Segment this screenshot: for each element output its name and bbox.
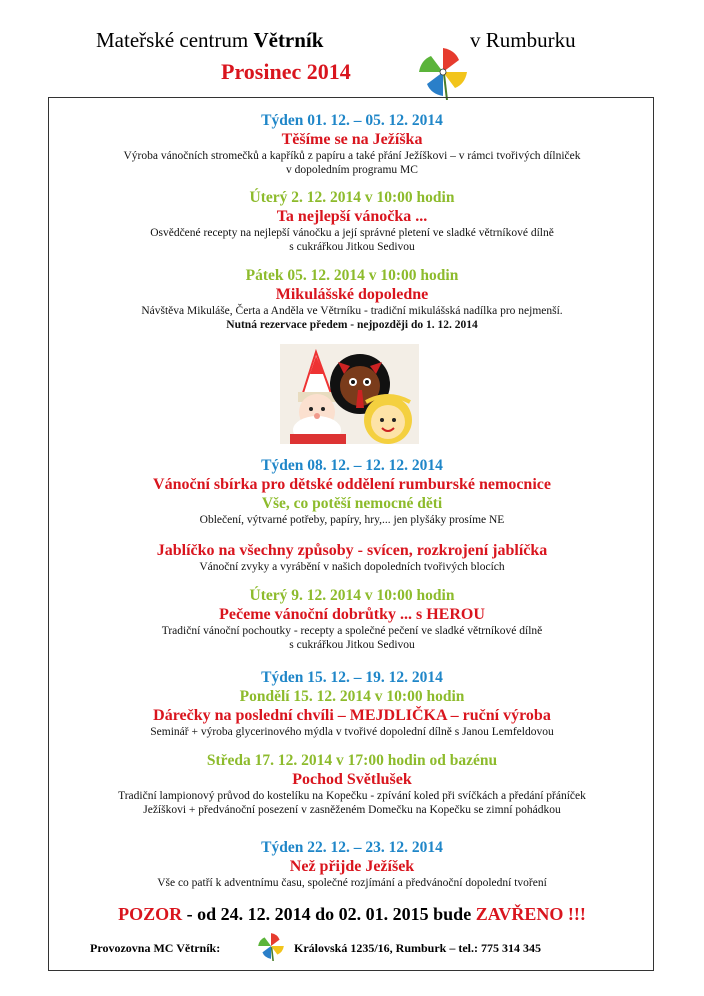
pinwheel-footer-icon (256, 931, 286, 961)
event-title: Pečeme vánoční dobrůtky ... s HEROU (219, 606, 485, 623)
event-block (0, 456, 704, 527)
week-heading: Týden 08. 12. – 12. 12. 2014 (261, 457, 443, 474)
event-title: Ta nejlepší vánočka ... (276, 208, 428, 225)
event-date: Úterý 2. 12. 2014 v 10:00 hodin (249, 189, 455, 206)
event-date: Středa 17. 12. 2014 v 17:00 hodin od bazénu (206, 752, 498, 769)
event-block (0, 586, 704, 652)
event-text: v dopoledním programu MC (286, 164, 418, 176)
event-subtitle: Vše, co potěší nemocné děti (261, 495, 443, 512)
title-name: Větrník (253, 28, 324, 52)
event-text: Vše co patří k adventnímu času, společné rozjímání a předvánoční dopolední tvoření (157, 877, 547, 889)
event-text: Tradiční lampionový průvod do kostelíku na Kopečku - zpívání koled při svíčkách a předání přáníček (118, 790, 586, 802)
week-heading: Týden 01. 12. – 05. 12. 2014 (261, 112, 443, 129)
event-block (0, 266, 704, 332)
mikulas-illustration-icon (280, 344, 419, 444)
event-block (0, 188, 704, 254)
event-date: Pondělí 15. 12. 2014 v 10:00 hodin (239, 688, 465, 705)
event-title: Jablíčko na všechny způsoby - svícen, rozkrojení jablíčka (156, 542, 548, 559)
event-block (0, 668, 704, 739)
event-title: Vánoční sbírka pro dětské oddělení rumburské nemocnice (153, 476, 551, 493)
page-title (96, 28, 576, 53)
event-text: Ježíškovi + předvánoční posezení v zasněženém Domečku na Kopečku se zimní pohádkou (143, 804, 561, 816)
event-date: Úterý 9. 12. 2014 v 10:00 hodin (249, 587, 455, 604)
event-block (0, 111, 704, 177)
notice-closed: ZAVŘENO !!! (475, 904, 586, 924)
event-text: Osvědčené recepty na nejlepší vánočku a její správné pletení ve sladké větrníkové dílně (150, 227, 554, 239)
event-text: Tradiční vánoční pochoutky - recepty a společné pečení ve sladké větrníkové dílně (161, 625, 543, 637)
event-date: Pátek 05. 12. 2014 v 10:00 hodin (245, 267, 459, 284)
title-suffix: v Rumburku (470, 28, 576, 52)
event-text: s cukrářkou Jitkou Sedivou (289, 639, 415, 651)
closing-notice (0, 904, 704, 925)
event-title: Pochod Světlušek (292, 771, 412, 788)
notice-word: POZOR (118, 904, 183, 924)
event-block (0, 751, 704, 817)
week-heading: Týden 22. 12. – 23. 12. 2014 (261, 839, 443, 856)
event-text: Oblečení, výtvarné potřeby, papíry, hry,... jen plyšáky prosíme NE (199, 514, 505, 526)
event-text: Návštěva Mikuláše, Čerta a Anděla ve Větrníku - tradiční mikulášská nadílka pro nejmenší. (141, 305, 563, 317)
event-title: Než přijde Ježíšek (289, 858, 415, 875)
event-title: Mikulášské dopoledne (275, 286, 429, 303)
title-prefix: Mateřské centrum (96, 28, 249, 52)
notice-text: - od 24. 12. 2014 do 02. 01. 2015 bude (186, 904, 472, 924)
pinwheel-logo-icon (415, 44, 471, 100)
week-heading: Týden 15. 12. – 19. 12. 2014 (261, 669, 443, 686)
event-block (0, 838, 704, 890)
mikulas-photo (280, 344, 419, 444)
reservation-note: Nutná rezervace předem - nejpozději do 1. 12. 2014 (226, 319, 478, 331)
event-title: Dárečky na poslední chvíli – MEJDLIČKA – ruční výroba (153, 707, 551, 724)
event-text: Seminář + výroba glycerinového mýdla v tvořivé dopolední dílně s Janou Lemfeldovou (150, 726, 554, 738)
event-text: Výroba vánočních stromečků a kapříků z papíru a také přání Ježíškovi – v rámci tvořivých dílniček (123, 150, 581, 162)
event-text: s cukrářkou Jitkou Sedivou (289, 241, 415, 253)
event-text: Vánoční zvyky a vyrábění v našich dopoledních tvořivých blocích (199, 561, 505, 573)
page-header (0, 28, 704, 98)
event-title: Těšíme se na Ježíška (281, 131, 423, 148)
page-month: Prosinec 2014 (221, 59, 351, 84)
event-block (0, 541, 704, 574)
footer-right: Královská 1235/16, Rumburk – tel.: 775 314 345 (294, 941, 542, 955)
footer-left: Provozovna MC Větrník: (90, 941, 221, 955)
